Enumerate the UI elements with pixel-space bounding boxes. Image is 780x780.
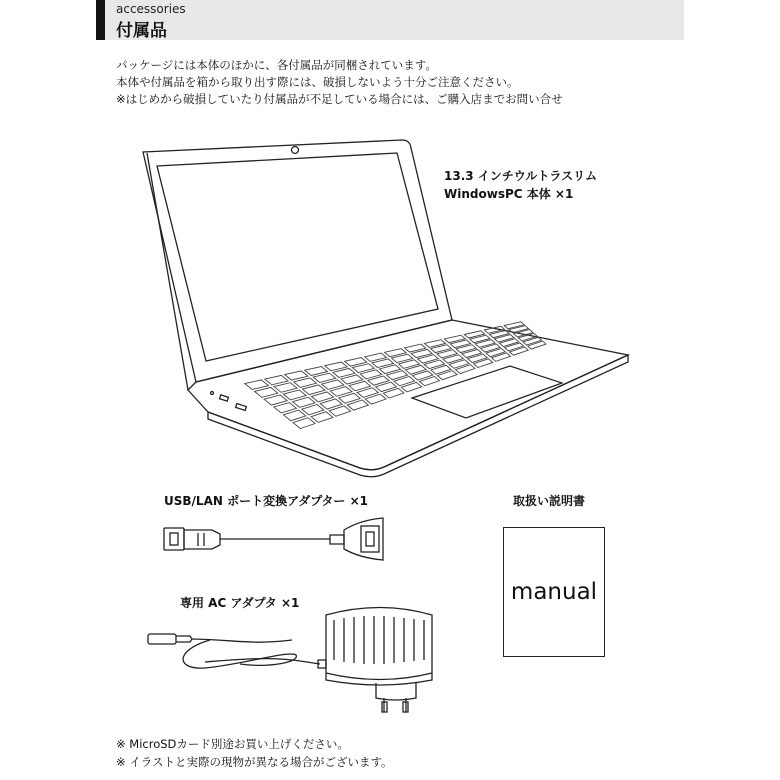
keyboard-key xyxy=(443,355,463,363)
intro-line: ※はじめから破損していたり付属品が不足している場合には、ご購入店までお問い合せ xyxy=(116,92,563,106)
laptop-label xyxy=(444,167,597,203)
touchpad xyxy=(412,366,562,418)
keyboard-key xyxy=(245,380,269,390)
keyboard-key xyxy=(481,344,501,352)
manual-label: 取扱い説明書 xyxy=(513,494,586,508)
keyboard-key xyxy=(285,371,308,380)
keyboard-key xyxy=(265,375,288,384)
keyboard-key xyxy=(500,339,519,347)
keyboard-key xyxy=(449,360,469,369)
keyboard-key xyxy=(274,403,297,413)
section-title: 付属品 xyxy=(116,21,167,41)
footer-notes xyxy=(116,735,393,771)
keyboard-key xyxy=(462,349,482,357)
note-line: ※ イラストと実際の現物が異なる場合がございます。 xyxy=(116,755,393,769)
ac-adapter-illustration xyxy=(148,608,432,713)
keyboard-key xyxy=(474,359,493,368)
keyboard-key xyxy=(419,377,439,386)
keyboard-key xyxy=(264,395,287,405)
usb-adapter-label: USB/LAN ポート変換アダプター ×1 xyxy=(164,494,368,508)
keyboard-key xyxy=(504,322,524,329)
intro-line: パッケージには本体のほかに、各付属品が同梱されています。 xyxy=(116,58,437,72)
note-line: ※ MicroSDカード別途お買い上げください。 xyxy=(116,737,349,751)
keyboard-key xyxy=(470,335,490,343)
keyboard-key xyxy=(444,335,465,343)
keyboard-key xyxy=(494,335,514,343)
keyboard-key xyxy=(437,350,458,358)
usb-lan-adapter-illustration xyxy=(164,518,383,560)
keyboard-key xyxy=(509,326,529,333)
keyboard-key xyxy=(489,330,509,337)
keyboard-key xyxy=(486,349,505,357)
keyboard-key xyxy=(468,354,488,362)
keyboard xyxy=(245,322,546,429)
keyboard-key xyxy=(456,365,475,374)
keyboard-key xyxy=(475,340,495,348)
keyboard-key xyxy=(528,341,546,349)
keyboard-key xyxy=(492,353,511,362)
ac-adapter-label: 専用 AC アダプタ ×1 xyxy=(180,596,300,610)
keyboard-key xyxy=(437,371,457,380)
keyboard-key xyxy=(464,331,485,338)
laptop-label-line: WindowsPC 本体 ×1 xyxy=(444,187,574,201)
keyboard-key xyxy=(450,340,471,348)
manual-illustration xyxy=(503,527,605,657)
intro-line: 本体や付属品を箱から取り出す際には、破損しないよう十分ご注意ください。 xyxy=(116,75,519,89)
keyboard-key xyxy=(523,337,542,345)
keyboard-key xyxy=(424,360,444,369)
section-subtitle: accessories xyxy=(116,2,186,16)
keyboard-key xyxy=(456,345,476,353)
keyboard-key xyxy=(255,387,278,397)
keyboard-key xyxy=(505,343,524,351)
manual-cover-text: manual xyxy=(510,579,598,605)
laptop-label-line: 13.3 インチウルトラスリム xyxy=(444,169,598,183)
keyboard-key xyxy=(431,365,451,374)
keyboard-key xyxy=(510,347,529,355)
keyboard-key xyxy=(274,383,297,393)
keyboard-key xyxy=(412,371,432,380)
